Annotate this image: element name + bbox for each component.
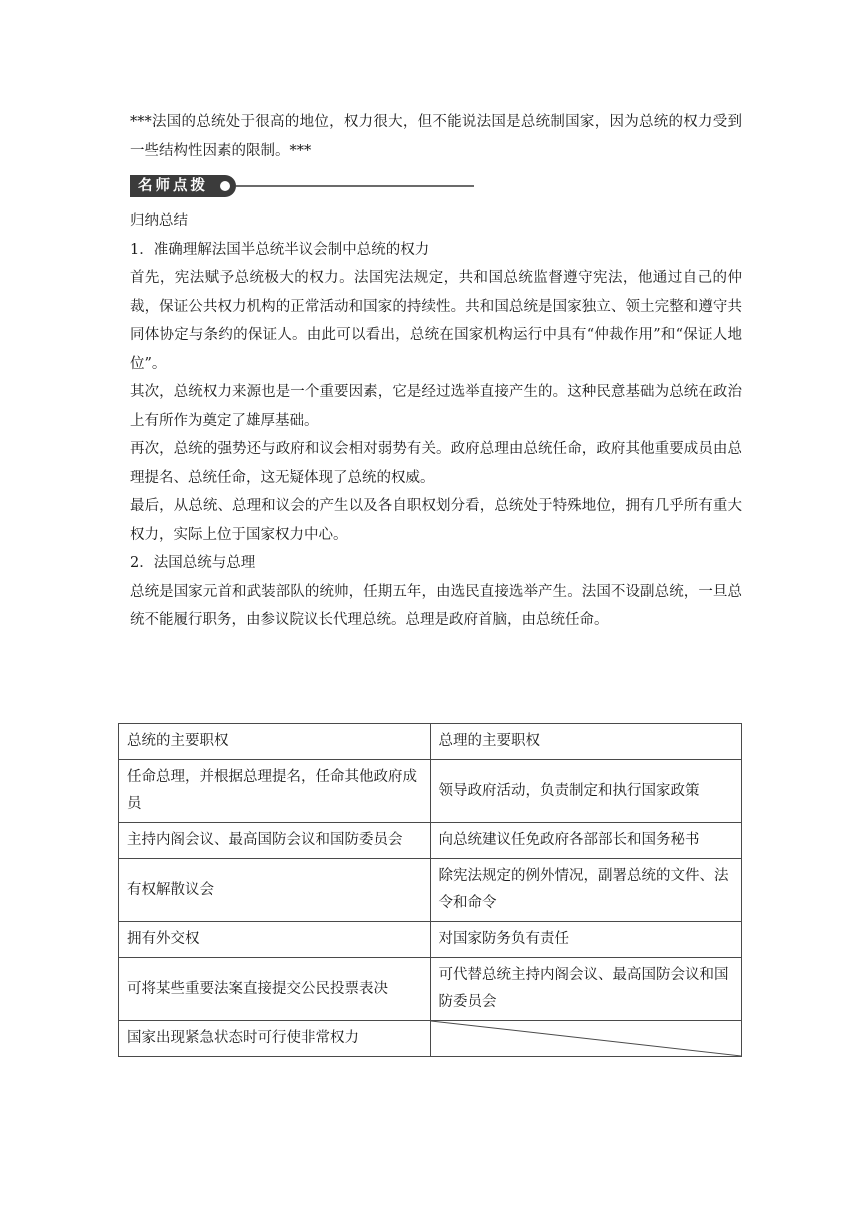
section1-paragraph: 再次，总统的强势还与政府和议会相对弱势有关。政府总理由总统任命，政府其他重要成员由总理提名、总统任命，这无疑体现了总统的权威。 <box>130 441 742 486</box>
table-row <box>119 859 742 922</box>
table-header-row <box>119 724 742 760</box>
banner-rule <box>236 185 474 187</box>
table-cell: 对国家防务负有责任 <box>430 922 742 958</box>
banner-dot-icon <box>220 181 230 191</box>
intro-paragraph: ***法国的总统处于很高的地位，权力很大，但不能说法国是总统制国家，因为总统的权力受到一些结构性因素的限制。*** <box>130 114 742 159</box>
section-banner <box>130 173 742 199</box>
table-header-cell: 总理的主要职权 <box>430 724 742 760</box>
section1-paragraph: 最后，从总统、总理和议会的产生以及各自职权划分看，总统处于特殊地位，拥有几乎所有重大权力，实际上位于国家权力中心。 <box>130 498 742 543</box>
table-cell: 可将某些重要法案直接提交公民投票表决 <box>119 958 431 1021</box>
table-header-cell: 总统的主要职权 <box>119 724 431 760</box>
table-row <box>119 922 742 958</box>
table-cell: 国家出现紧急状态时可行使非常权力 <box>119 1021 431 1057</box>
powers-table <box>118 723 742 1057</box>
table-row <box>119 823 742 859</box>
section1-paragraph: 其次，总统权力来源也是一个重要因素，它是经过选举直接产生的。这种民意基础为总统在政治上有所作为奠定了雄厚基础。 <box>130 384 742 429</box>
banner-label: 名师点拨 <box>138 178 208 194</box>
table-cell: 向总统建议任免政府各部部长和国务秘书 <box>430 823 742 859</box>
table-cell: 领导政府活动，负责制定和执行国家政策 <box>430 760 742 823</box>
table-cell: 除宪法规定的例外情况，副署总统的文件、法令和命令 <box>430 859 742 922</box>
section1-paragraph: 首先，宪法赋予总统极大的权力。法国宪法规定，共和国总统监督遵守宪法，他通过自己的仲裁，保证公共权力机构的正常活动和国家的持续性。共和国总统是国家独立、领土完整和遵守共同体协定与条约的保证人。由此可以看出，总统在国家机构运行中具有“仲裁作用”和“保证人地位”。 <box>130 270 742 372</box>
table-cell: 拥有外交权 <box>119 922 431 958</box>
table-cell: 可代替总统主持内阁会议、最高国防会议和国防委员会 <box>430 958 742 1021</box>
table-cell: 有权解散议会 <box>119 859 431 922</box>
section1-heading: 1．准确理解法国半总统半议会制中总统的权力 <box>130 241 430 258</box>
table-row <box>119 1021 742 1057</box>
table-row <box>119 760 742 823</box>
table-cell: 任命总理，并根据总理提名，任命其他政府成员 <box>119 760 431 823</box>
table-cell: 主持内阁会议、最高国防会议和国防委员会 <box>119 823 431 859</box>
section2-paragraph: 总统是国家元首和武装部队的统帅，任期五年，由选民直接选举产生。法国不设副总统，一旦总统不能履行职务，由参议院议长代理总统。总理是政府首脑，由总统任命。 <box>130 583 742 628</box>
diagonal-slash <box>431 1021 742 1056</box>
section2-heading: 2．法国总统与总理 <box>130 555 256 571</box>
summary-heading: 归纳总结 <box>130 213 188 229</box>
table-row <box>119 958 742 1021</box>
empty-diagonal-cell <box>430 1021 742 1057</box>
document-page <box>130 100 742 635</box>
